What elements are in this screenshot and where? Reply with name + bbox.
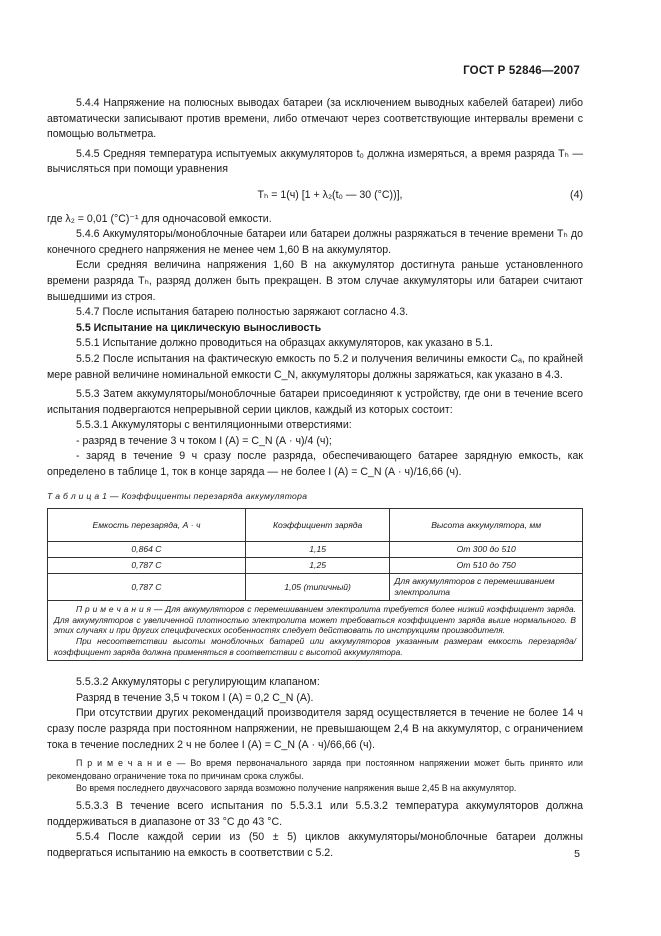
table-header-cell: Емкость перезаряда, А · ч <box>48 509 246 542</box>
table-caption: Т а б л и ц а 1 — Коэффициенты перезаряда аккумулятора <box>47 490 308 501</box>
bullet-charge: - заряд в течение 9 ч сразу после разряда, обеспечивающего батарее зарядную емкость, как определено в таблице 1, ток в конце заряда — не более I (А) = C_N (А · ч)/16,66 (ч). <box>47 450 583 479</box>
table-note-text: П р и м е ч а н и я — Для аккумуляторов с перемешиванием электролита требуется более низкий коэффициент заряда. Для аккумуляторов с увеличенной плотностью электролита может требоваться коэффициент заряда выше нормального. В этих случаях и при других специфических особенностях следует действовать по инструкциям производителя. <box>54 604 576 636</box>
table-header-row <box>48 509 583 542</box>
paragraph-5-4-5: 5.4.5 Средняя температура испытуемых аккумуляторов t₀ должна измеряться, а время разряда Tₕ — вычисляться при помощи уравнения <box>47 147 583 176</box>
table-row <box>48 558 583 574</box>
formula-4 <box>47 188 583 204</box>
page-number: 5 <box>574 848 580 860</box>
paragraph-5-5-3-2-charge: При отсутствии других рекомендаций производителя заряд осуществляется в течение не более 14 ч сразу после разряда при постоянном напряжении, не превышающем 2,4 В на аккумулятор, с ограничением тока в течение последних 2 ч не более I (А) = C_N (А · ч)/66,66 (ч). <box>47 707 583 751</box>
paragraph-5-5-3-2: 5.5.3.2 Аккумуляторы с регулирующим клапаном: <box>76 676 320 689</box>
paragraph-5-5-3-2-discharge: Разряд в течение 3,5 ч током I (А) = 0,2 C_N (А). <box>76 691 314 704</box>
table-note <box>48 601 583 661</box>
table-cell: 1,05 (типичный) <box>245 574 389 601</box>
paragraph-5-5-1: 5.5.1 Испытание должно проводиться на образцах аккумуляторов, как указано в 5.1. <box>76 337 494 350</box>
table-cell: От 510 до 750 <box>390 558 583 574</box>
table-cell: 1,25 <box>245 558 389 574</box>
overcharge-table <box>47 508 583 661</box>
table-header-cell: Коэффициент заряда <box>245 509 389 542</box>
paragraph-5-5-3: 5.5.3 Затем аккумуляторы/моноблочные батареи присоединяют к устройству, где они в течение всего испытания подвергаются непрерывной серии циклов, каждый из которых состоит: <box>47 388 583 416</box>
table-cell: От 300 до 510 <box>390 542 583 558</box>
bullet-discharge: - разряд в течение 3 ч током I (А) = C_N (А · ч)/4 (ч); <box>76 434 332 447</box>
document-code: ГОСТ Р 52846—2007 <box>463 65 580 77</box>
table-cell: 0,864 C <box>48 542 246 558</box>
section-heading-5-5: 5.5 Испытание на циклическую выносливость <box>76 321 322 334</box>
formula-number: (4) <box>570 188 583 201</box>
paragraph-5-5-3-3: 5.5.3.3 В течение всего испытания по 5.5.3.1 или 5.5.3.2 температура аккумуляторов должна поддерживаться в диапазоне от 33 °С до 43 °С. <box>47 799 583 828</box>
table-cell: Для аккумуляторов с перемешиванием электролита <box>390 574 583 601</box>
table-header-cell: Высота аккумулятора, мм <box>390 509 583 542</box>
table-cell: 1,15 <box>245 542 389 558</box>
table-note-row <box>48 601 583 661</box>
paragraph-5-5-3-1: 5.5.3.1 Аккумуляторы с вентиляционными отверстиями: <box>76 419 352 432</box>
table-row <box>48 574 583 601</box>
paragraph-5-4-7: 5.4.7 После испытания батарею полностью заряжают согласно 4.3. <box>76 306 409 319</box>
formula-where: где λ₂ = 0,01 (°С)⁻¹ для одночасовой емкости. <box>47 212 272 225</box>
table-cell: 0,787 C <box>48 558 246 574</box>
paragraph-5-4-4: 5.4.4 Напряжение на полюсных выводах батареи (за исключением выводных кабелей батареи) либо автоматически записывают против времени, либо отмечают через соответствующие интервалы времени с помощью вольтметра. <box>47 97 583 141</box>
note-charge-2: Во время последнего двухчасового заряда возможно получение напряжения выше 2,45 В на аккумулятор. <box>76 783 517 794</box>
paragraph-5-4-6: 5.4.6 Аккумуляторы/моноблочные батареи или батареи должны разряжаться в течение времени Tₕ до конечного среднего напряжения не менее чем 1,60 В на аккумулятор. <box>47 228 583 256</box>
note-charge: П р и м е ч а н и е — Во время первоначального заряда при постоянном напряжении может быть принято или рекомендовано ограничение тока по причинам срока службы. <box>47 758 583 781</box>
table-cell: 0,787 C <box>48 574 246 601</box>
table-row <box>48 542 583 558</box>
formula-text: Tₕ = 1(ч) [1 + λ₂(t₀ — 30 (°С))], <box>257 188 403 201</box>
table-note-text-2: При несоответствии высоты моноблочных батарей или аккумуляторов указанным размерам емкость перезаряда/коэффициент заряда должна применяться в соответствии с высотой аккумулятора. <box>54 636 576 657</box>
paragraph-5-5-2: 5.5.2 После испытания на фактическую емкость по 5.2 и получения величины емкости Cₐ, по крайней мере равной величине номинальной емкости C_N, аккумуляторы должны заряжаться, как указано в 4.3. <box>47 352 583 381</box>
paragraph-5-4-6-cont: Если средняя величина напряжения 1,60 В на аккумулятор достигнута раньше установленного времени разряда Tₕ, разряд должен быть прекращен. В этом случае аккумуляторы или батареи считают вышедшими из строя. <box>47 259 583 303</box>
page-body <box>47 96 583 861</box>
paragraph-5-5-4: 5.5.4 После каждой серии из (50 ± 5) циклов аккумуляторы/моноблочные батареи должны подвергаться испытанию на емкость в соответствии с 5.2. <box>47 831 583 859</box>
